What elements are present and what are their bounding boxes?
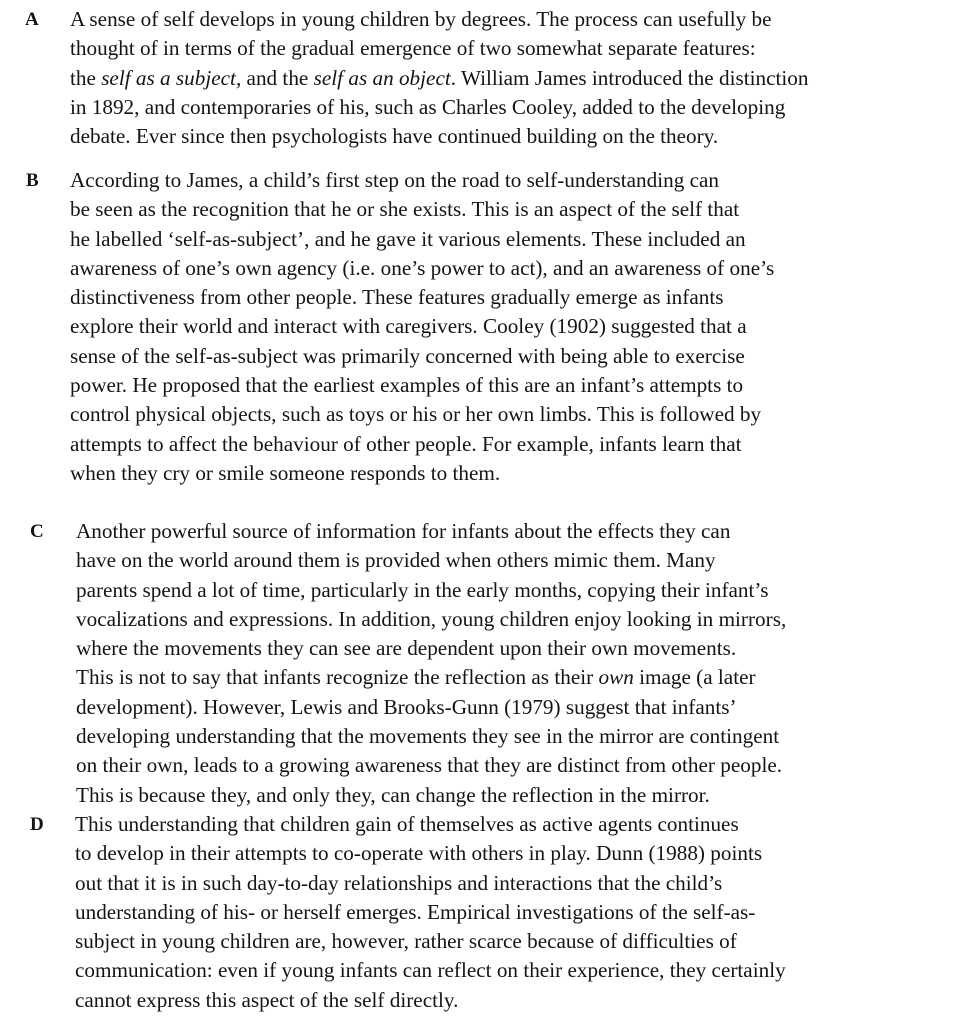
- text-line: power. He proposed that the earliest examples of this are an infant’s attempts to: [70, 373, 744, 398]
- italic-term: self as a subject: [101, 65, 236, 90]
- text-line: understanding of his- or herself emerges. Empirical investigations of the self-as-: [75, 899, 756, 924]
- italic-term: self as an object: [313, 65, 451, 90]
- text-line: development). However, Lewis and Brooks-Gunn (1979) suggest that infants’: [76, 694, 737, 719]
- text-line: Another powerful source of information for infants about the effects they can: [76, 519, 731, 543]
- paragraph-text: [70, 5, 808, 151]
- text-line: cannot express this aspect of the self directly.: [75, 987, 459, 1012]
- text-line: thought of in terms of the gradual emergence of two somewhat separate features:: [70, 36, 756, 61]
- text-line: This understanding that children gain of themselves as active agents continues: [75, 812, 739, 836]
- text-line: control physical objects, such as toys or his or her own limbs. This is followed by: [70, 402, 762, 427]
- text-line: out that it is in such day-to-day relationships and interactions that the child’s: [75, 870, 723, 895]
- text-line: debate. Ever since then psychologists have continued building on the theory.: [70, 124, 719, 149]
- text-line: to develop in their attempts to co-operate with others in play. Dunn (1988) points: [75, 841, 763, 866]
- paragraph-text: [75, 810, 786, 1015]
- paragraph-letter: D: [30, 814, 44, 835]
- text-line: be seen as the recognition that he or she exists. This is an aspect of the self that: [70, 197, 740, 222]
- text-line: This is because they, and only they, can change the reflection in the mirror.: [76, 782, 710, 807]
- text-line: subject in young children are, however, rather scarce because of difficulties of: [75, 929, 737, 954]
- text-line: distinctiveness from other people. These features gradually emerge as infants: [70, 285, 724, 310]
- text-line: developing understanding that the movements they see in the mirror are contingent: [76, 724, 780, 749]
- text-line: A sense of self develops in young children by degrees. The process can usefully be: [70, 7, 772, 31]
- text-line: explore their world and interact with caregivers. Cooley (1902) suggested that a: [70, 314, 747, 339]
- paragraph-text: [70, 166, 774, 488]
- text-line: in 1892, and contemporaries of his, such as Charles Cooley, added to the developing: [70, 94, 786, 119]
- text-line: According to James, a child’s first step on the road to self-understanding can: [70, 168, 719, 192]
- text-line: communication: even if young infants can reflect on their experience, they certainly: [75, 958, 786, 983]
- text-line: parents spend a lot of time, particularly in the early months, copying their infant’s: [76, 577, 769, 602]
- paragraph-letter: C: [30, 521, 44, 542]
- text-line: have on the world around them is provided when others mimic them. Many: [76, 548, 716, 573]
- paragraph-letter: B: [26, 170, 39, 191]
- text-line: on their own, leads to a growing awareness that they are distinct from other people.: [76, 753, 783, 778]
- text-line: he labelled ‘self-as-subject’, and he gave it various elements. These included an: [70, 226, 746, 251]
- text-line: attempts to affect the behaviour of other people. For example, infants learn that: [70, 431, 742, 456]
- paragraph-letter: A: [25, 9, 39, 30]
- text-line: the self as a subject, and the self as an object. William James introduced the distinction: [70, 65, 809, 90]
- text-line: when they cry or smile someone responds to them.: [70, 460, 501, 485]
- text-line: sense of the self-as-subject was primarily concerned with being able to exercise: [70, 343, 745, 368]
- text-line: vocalizations and expressions. In addition, young children enjoy looking in mirrors,: [76, 606, 787, 631]
- paragraph-text: [76, 517, 786, 810]
- text-line: This is not to say that infants recognize the reflection as their own image (a later: [76, 665, 756, 690]
- text-line: where the movements they can see are dependent upon their own movements.: [76, 636, 737, 661]
- text-line: awareness of one’s own agency (i.e. one’s power to act), and an awareness of one’s: [70, 255, 775, 280]
- italic-term: own: [598, 665, 634, 690]
